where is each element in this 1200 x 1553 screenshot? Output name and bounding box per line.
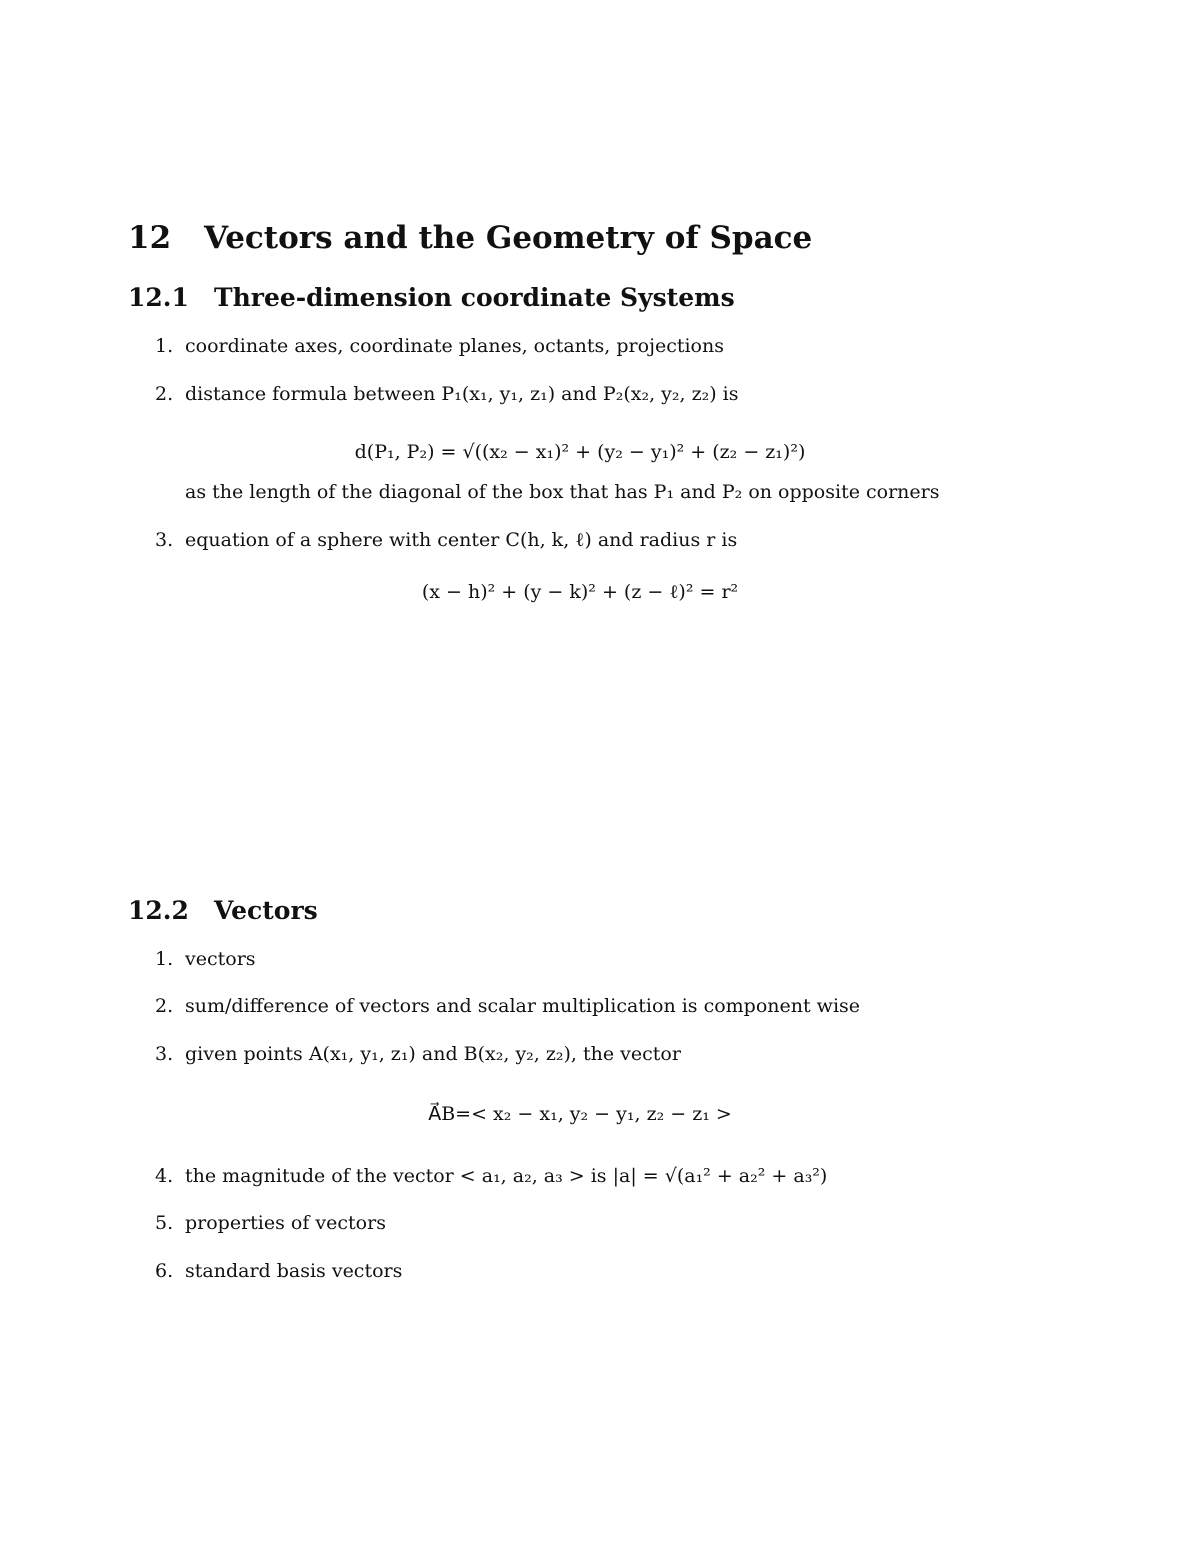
list-item (155, 1211, 386, 1235)
list-item (155, 1164, 827, 1188)
list-item-number: 2. (155, 995, 174, 1017)
section-heading-12-1 (128, 283, 735, 312)
list-item-text: the magnitude of the vector < a₁, a₂, a₃ > is |a| = √(a₁² + a₂² + a₃²) (185, 1165, 828, 1187)
list-item-number: 6. (155, 1260, 174, 1282)
distance-formula: d(P₁, P₂) = √((x₂ − x₁)² + (y₂ − y₁)² + (z₂ − z₁)²) (354, 441, 806, 463)
list-item-number: 2. (155, 383, 174, 405)
list-item-text: properties of vectors (185, 1212, 386, 1234)
chapter-heading (128, 220, 812, 256)
list-item-text: vectors (185, 948, 256, 970)
section-number: 12.1 (128, 283, 189, 312)
sphere-equation: (x − h)² + (y − k)² + (z − ℓ)² = r² (421, 581, 739, 603)
section-heading-12-2 (128, 896, 318, 925)
list-item (155, 382, 739, 406)
list-item-number: 1. (155, 948, 174, 970)
section-title: Vectors (214, 896, 318, 925)
list-item-text: given points A(x₁, y₁, z₁) and B(x₂, y₂, z₂), the vector (185, 1043, 681, 1065)
list-item-number: 5. (155, 1212, 174, 1234)
list-item (155, 994, 860, 1018)
section-title: Three-dimension coordinate Systems (214, 283, 735, 312)
list-item-text: distance formula between P₁(x₁, y₁, z₁) and P₂(x₂, y₂, z₂) is (185, 383, 739, 405)
section-number: 12.2 (128, 896, 189, 925)
vector-formula: A⃗B=< x₂ − x₁, y₂ − y₁, z₂ − z₁ > (428, 1103, 732, 1125)
list-item-text: coordinate axes, coordinate planes, octants, projections (185, 335, 724, 357)
list-item-number: 4. (155, 1165, 174, 1187)
chapter-number: 12 (128, 220, 172, 256)
list-item-text: sum/difference of vectors and scalar multiplication is component wise (185, 995, 861, 1017)
list-item (155, 1259, 402, 1283)
list-item-text: standard basis vectors (185, 1260, 403, 1282)
list-item (155, 947, 256, 971)
list-item (155, 528, 737, 552)
list-item (155, 1042, 681, 1066)
list-item-number: 1. (155, 335, 174, 357)
chapter-title: Vectors and the Geometry of Space (204, 220, 813, 256)
list-item (155, 334, 724, 358)
list-item-number: 3. (155, 529, 174, 551)
distance-note: as the length of the diagonal of the box that has P₁ and P₂ on opposite corners (185, 481, 940, 503)
list-item-number: 3. (155, 1043, 174, 1065)
list-item-text: equation of a sphere with center C(h, k, ℓ) and radius r is (185, 529, 738, 551)
